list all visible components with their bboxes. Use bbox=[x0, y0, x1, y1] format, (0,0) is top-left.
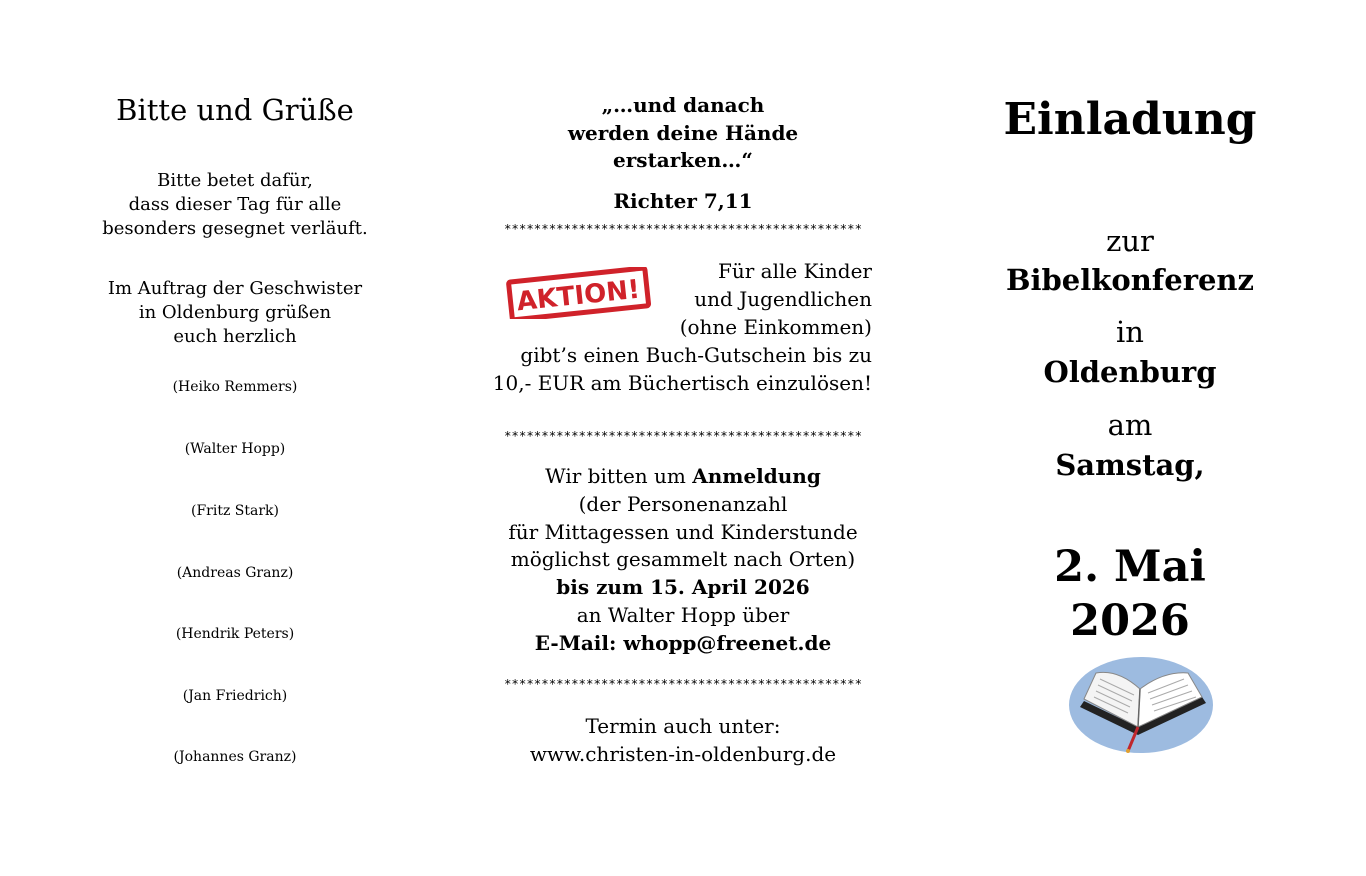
greetings-heading: Bitte und Grüße bbox=[116, 93, 354, 127]
event-name: Bibelkonferenz bbox=[1005, 263, 1254, 297]
greeting-text bbox=[85, 277, 385, 349]
invitation-title: Einladung bbox=[1003, 94, 1257, 145]
aktion-line: gibt’s einen Buch-Gutschein bis zu bbox=[520, 343, 872, 367]
prayer-request bbox=[85, 169, 385, 241]
prayer-line: dass dieser Tag für alle bbox=[128, 194, 342, 215]
city-name: Oldenburg bbox=[1043, 355, 1217, 389]
signatory-name: (Heiko Remmers) bbox=[172, 379, 298, 395]
quote-line: erstarken…“ bbox=[613, 148, 753, 172]
aktion-stamp-text: AKTION! bbox=[515, 274, 642, 318]
registration-email: E-Mail: whopp@freenet.de bbox=[534, 630, 832, 655]
aktion-line: Für alle Kinder bbox=[717, 259, 872, 283]
registration-keyword: Anmeldung bbox=[692, 464, 821, 488]
aktion-line: (ohne Einkommen) bbox=[679, 315, 872, 339]
registration-line: für Mittagessen und Kinderstunde bbox=[508, 519, 858, 544]
registration-info bbox=[490, 463, 876, 658]
registration-prefix: Wir bitten um bbox=[545, 464, 693, 488]
bible-reference: Richter 7,11 bbox=[613, 189, 753, 213]
separator: ************************************************ bbox=[503, 429, 863, 443]
signatory-name: (Walter Hopp) bbox=[184, 441, 286, 457]
registration-line: an Walter Hopp über bbox=[576, 602, 790, 627]
aktion-line: und Jugendlichen bbox=[694, 287, 872, 311]
greeting-line: in Oldenburg grüßen bbox=[138, 302, 332, 323]
aktion-line: 10,- EUR am Büchertisch einzulösen! bbox=[492, 371, 872, 395]
separator: ************************************************ bbox=[503, 222, 863, 236]
registration-line: (der Personenanzahl bbox=[578, 491, 788, 516]
text-in: in bbox=[1116, 315, 1144, 349]
registration-line bbox=[490, 463, 876, 491]
greeting-line: Im Auftrag der Geschwister bbox=[107, 278, 363, 299]
signatory-name: (Hendrik Peters) bbox=[175, 626, 295, 642]
signatory-name: (Jan Friedrich) bbox=[182, 688, 288, 704]
registration-line: möglichst gesammelt nach Orten) bbox=[510, 547, 856, 572]
event-date: 2. Mai 2026 bbox=[1054, 542, 1206, 646]
aktion-stamp-icon bbox=[506, 267, 651, 319]
open-bible-icon bbox=[1068, 655, 1214, 755]
prayer-line: Bitte betet dafür, bbox=[157, 170, 313, 191]
weekday: Samstag, bbox=[1055, 448, 1205, 482]
separator: ************************************************ bbox=[503, 677, 863, 691]
website-url: www.christen-in-oldenburg.de bbox=[529, 742, 837, 766]
quote-line: werden deine Hände bbox=[567, 120, 799, 145]
bible-quote bbox=[490, 92, 876, 175]
text-zur: zur bbox=[1106, 224, 1154, 258]
greeting-line: euch herzlich bbox=[173, 326, 297, 347]
aktion-section bbox=[490, 257, 876, 397]
signatory-name: (Johannes Granz) bbox=[173, 749, 297, 765]
signatory-name: (Andreas Granz) bbox=[176, 565, 294, 581]
signatory-name: (Fritz Stark) bbox=[191, 503, 279, 519]
text-am: am bbox=[1107, 408, 1153, 442]
website-label: Termin auch unter: bbox=[585, 714, 781, 738]
prayer-line: besonders gesegnet verläuft. bbox=[102, 218, 368, 239]
website-info bbox=[490, 712, 876, 768]
registration-deadline: bis zum 15. April 2026 bbox=[556, 575, 810, 600]
quote-line: „…und danach bbox=[601, 93, 765, 117]
